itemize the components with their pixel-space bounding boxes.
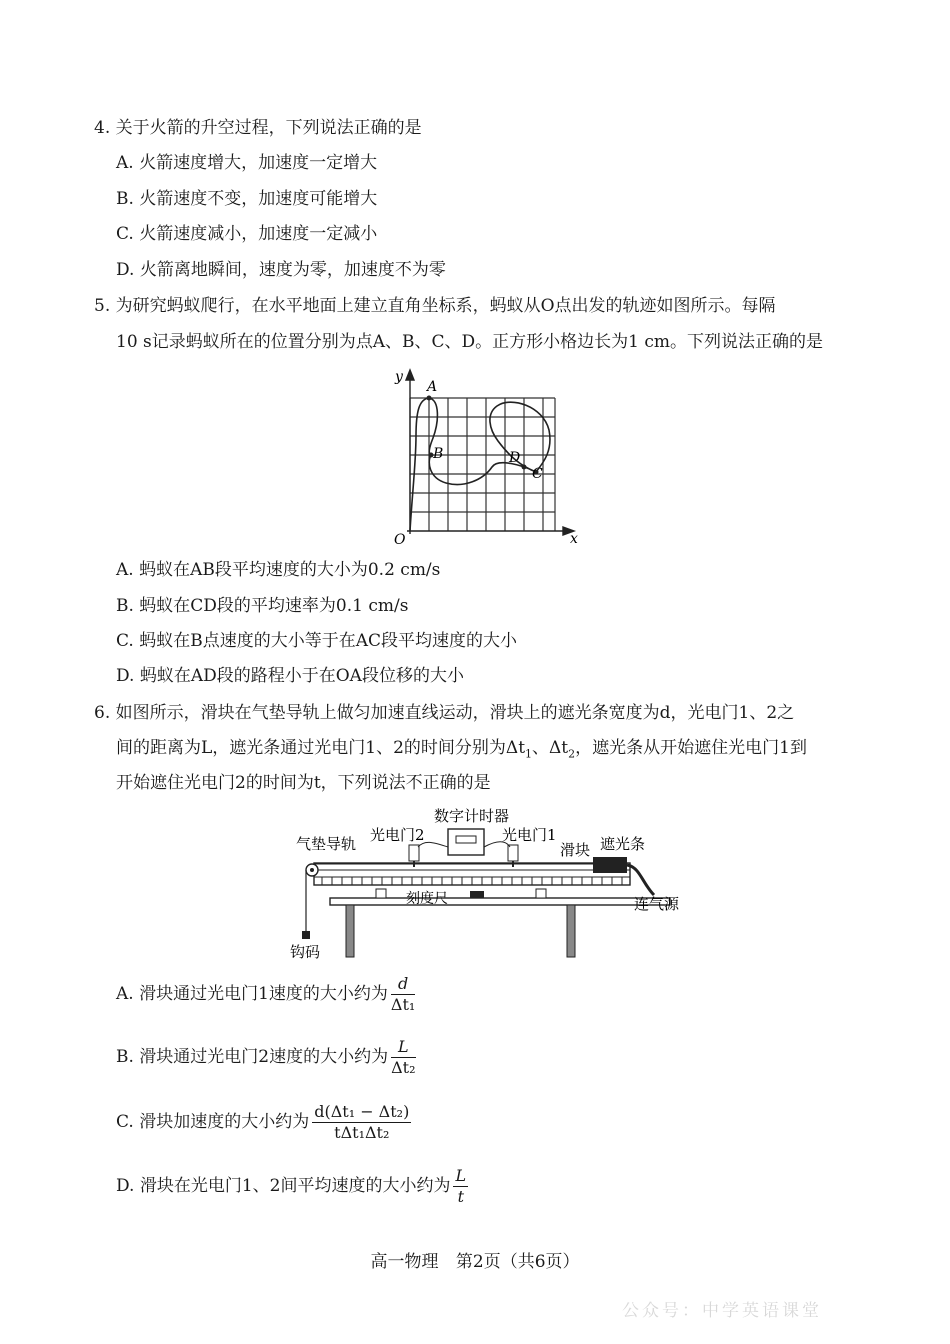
q5-stem-line1: 5. 为研究蚂蚁爬行，在水平地面上建立直角坐标系，蚂蚁从O点出发的轨迹如图所示。每隔: [94, 296, 776, 316]
q6-option-d-denominator: t: [457, 1187, 464, 1206]
q5-stem-line2: 10 s记录蚂蚁所在的位置分别为点A、B、C、D。正方形小格边长为1 cm。下列说法正确的是: [116, 332, 824, 352]
support-left: [376, 889, 386, 898]
label-y: y: [395, 369, 403, 385]
q5-option-b: B. 蚂蚁在CD段的平均速率为0.1 cm/s: [116, 596, 409, 616]
label-air: 连气源: [634, 895, 680, 913]
q6-option-d: [116, 1164, 468, 1208]
q6-option-a-denominator: Δt₁: [390, 995, 416, 1014]
slider-block: [593, 857, 627, 873]
q6-option-b: [116, 1035, 416, 1079]
grid: [410, 398, 555, 531]
q6-option-c-text: C. 滑块加速度的大小约为: [116, 1112, 310, 1132]
q6-stem-line2-part1: 间的距离为L，遮光条通过光电门1、2的时间分别为Δt: [116, 738, 526, 758]
label-slider: 滑块: [560, 841, 591, 859]
q6-option-a-text: A. 滑块通过光电门1速度的大小约为: [116, 984, 388, 1004]
q5-option-d: D. 蚂蚁在AD段的路程小于在OA段位移的大小: [116, 666, 464, 686]
point-d: [522, 465, 527, 470]
trajectory-path: [410, 398, 550, 531]
label-o: O: [394, 532, 406, 548]
table-leg-left: [346, 905, 354, 957]
footer-page-number: 第2页（共6页）: [455, 1252, 580, 1272]
weight-block: [302, 931, 310, 939]
photogate-1: [508, 845, 518, 861]
page-footer: [0, 1247, 950, 1272]
q6-stem-line3: 开始遮住光电门2的时间为t，下列说法不正确的是: [116, 773, 491, 793]
q6-option-d-text: D. 滑块在光电门1、2间平均速度的大小约为: [116, 1176, 451, 1196]
q6-option-d-numerator: L: [455, 1166, 467, 1185]
support-right: [536, 889, 546, 898]
q6-option-c: [116, 1100, 411, 1144]
q6-option-a-fraction: [391, 974, 415, 1015]
q6-option-a: [116, 972, 415, 1016]
q4-stem: 4. 关于火箭的升空过程，下列说法正确的是: [94, 118, 422, 138]
q4-option-b: B. 火箭速度不变，加速度可能增大: [116, 189, 378, 209]
q6-option-b-text: B. 滑块通过光电门2速度的大小约为: [116, 1047, 389, 1067]
label-d: D: [509, 450, 521, 466]
photogate-2: [409, 845, 419, 861]
q4-option-a: A. 火箭速度增大，加速度一定增大: [116, 153, 378, 173]
q6-option-a-numerator: d: [391, 974, 415, 995]
label-timer: 数字计时器: [434, 807, 510, 825]
q6-stem-line2-part2: 、Δt: [532, 738, 569, 758]
label-x: x: [570, 531, 578, 547]
table-top: [330, 898, 670, 905]
q4-option-d: D. 火箭离地瞬间，速度为零，加速度不为零: [116, 260, 446, 280]
table-leg-right: [567, 905, 575, 957]
point-a: [427, 396, 432, 401]
label-gate1: 光电门1: [502, 826, 557, 844]
q6-stem-line2-part3: ，遮光条从开始遮住光电门1到: [575, 738, 807, 758]
q6-stem-line2: 间的距离为L，遮光条通过光电门1、2的时间分别为$\Delta t_1$、$\Delta t_2$，遮光条从开始遮住光电门1到: [116, 738, 807, 761]
label-c: C: [532, 466, 543, 482]
q6-option-d-fraction: [453, 1166, 468, 1207]
q6-option-b-fraction: [391, 1037, 415, 1078]
air-track-figure: [290, 803, 700, 961]
q6-option-c-numerator: d(Δt₁ − Δt₂): [314, 1102, 410, 1121]
q5-option-c: C. 蚂蚁在B点速度的大小等于在AC段平均速度的大小: [116, 631, 517, 651]
q6-option-c-denominator: tΔt₁Δt₂: [334, 1123, 390, 1142]
label-weight: 钩码: [290, 943, 321, 961]
label-track: 气垫导轨: [296, 835, 357, 853]
q4-option-c: C. 火箭速度减小，加速度一定减小: [116, 224, 378, 244]
ant-trajectory-figure: [386, 366, 586, 548]
q6-option-c-fraction: [312, 1102, 411, 1143]
label-b: B: [433, 446, 444, 462]
q6-option-b-denominator: Δt₂: [391, 1058, 416, 1077]
q6-stem-line1: 6. 如图所示，滑块在气垫导轨上做匀加速直线运动，滑块上的遮光条宽度为d，光电门1、2之: [94, 703, 795, 723]
label-gate2: 光电门2: [370, 826, 425, 844]
label-a: A: [427, 379, 438, 395]
label-strip: 遮光条: [600, 835, 646, 853]
ruler-block: [470, 891, 484, 898]
q5-option-a: A. 蚂蚁在AB段平均速度的大小为0.2 cm/s: [116, 560, 441, 580]
label-ruler: 刻度尺: [406, 891, 448, 907]
footer-subject: 高一物理: [370, 1252, 439, 1272]
q6-option-b-numerator: L: [391, 1037, 415, 1058]
watermark: 公众号：中学英语课堂: [622, 1301, 822, 1321]
